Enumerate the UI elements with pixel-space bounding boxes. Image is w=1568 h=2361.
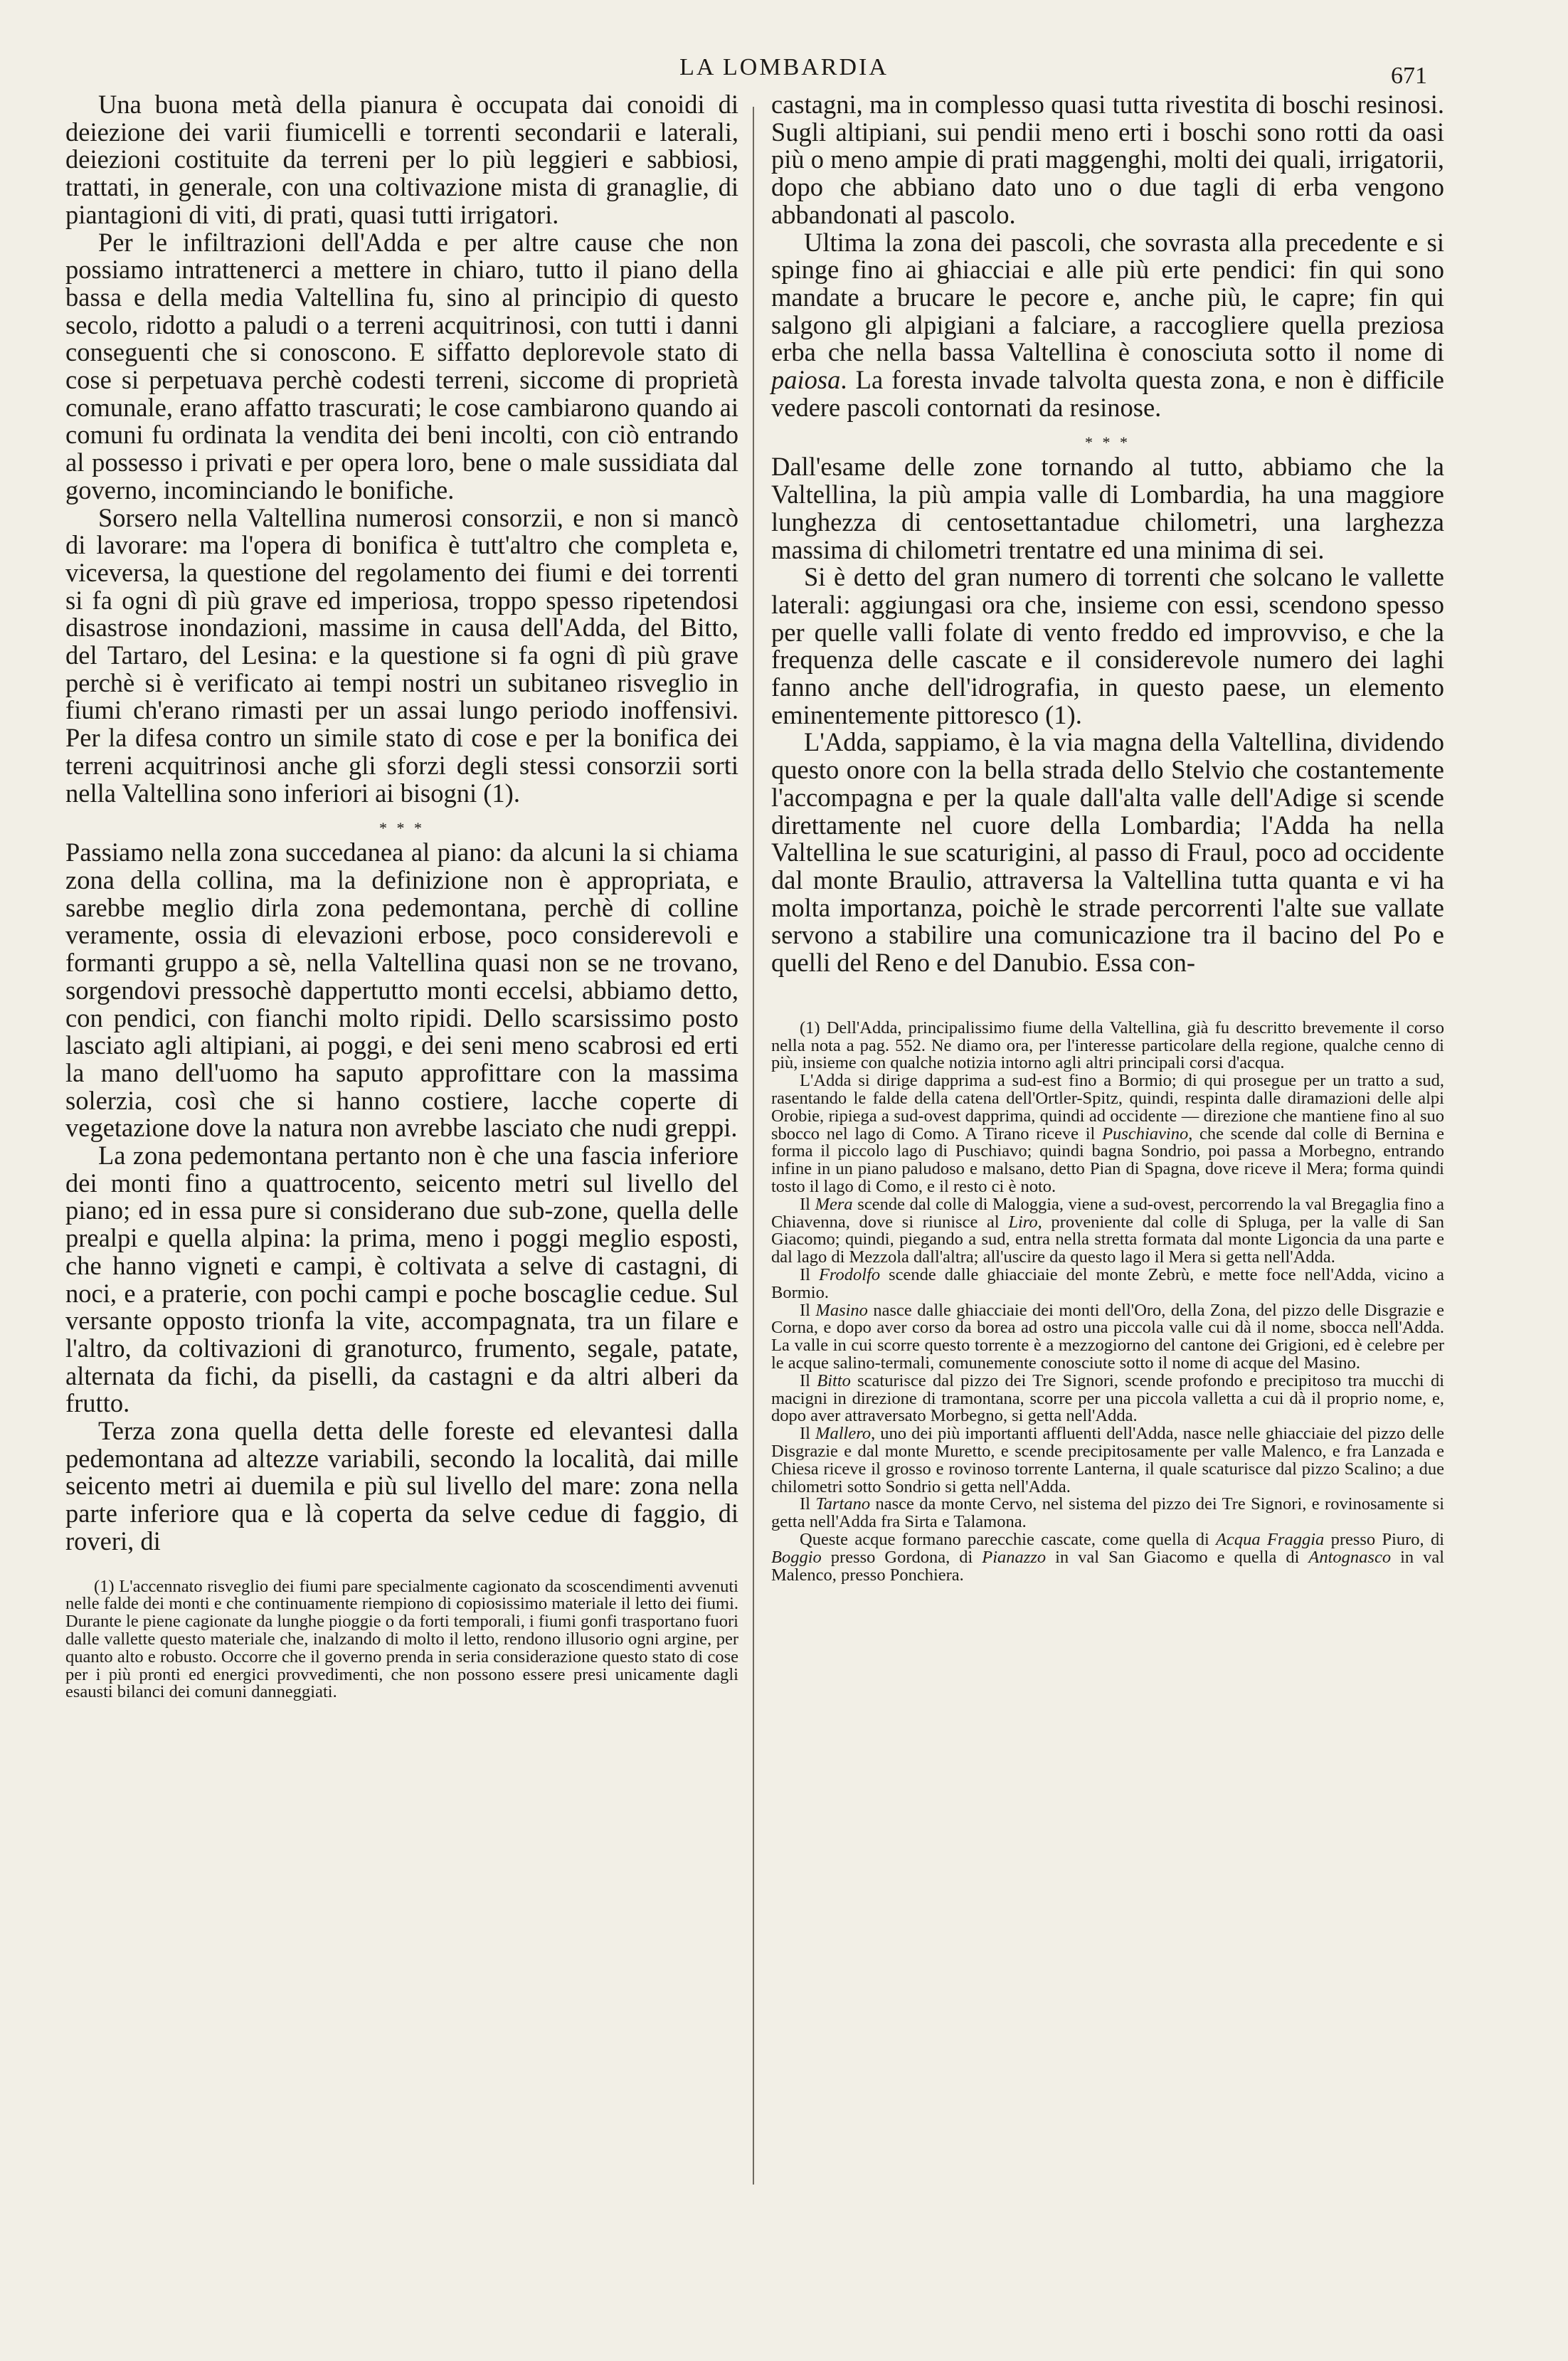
fn-text: scaturisce dal pizzo dei Tre Signori, scende profondo e precipitoso tra mucchi di macigni in direzione di tramontana, scorre per una piccola valletta a cui dà il proprio nome, e, dopo aver attraversato Morbegno, si getta nell'Adda. — [771, 1370, 1444, 1426]
fn-text: presso Piuro, di — [1330, 1529, 1445, 1549]
paragraph-torrenti: Si è detto del gran numero di torrenti che solcano le vallette laterali: aggiungasi ora che, insieme con essi, scendono spesso per quelle valli folate di vento freddo ed improvviso, e che la frequenza delle cascate e il considerevole numero dei laghi fanno anche dell'idrografia, in questo paese, un elemento eminentemente pittoresco (1). — [771, 562, 1444, 729]
fn-text: in val Malenco, presso Ponchiera. — [771, 1547, 1445, 1585]
pascoli-text-end: . La foresta invade talvolta questa zona, e non è difficile vedere pascoli contornati da resinose. — [771, 365, 1444, 422]
river-liro: Liro — [1008, 1212, 1038, 1232]
section-separator: * * * — [1085, 433, 1130, 452]
fn-text: nasce da monte Cervo, nel sistema del pizzo dei Tre Signori, e rovinosamente si getta nell'Adda fra Sirta e Talamona. — [771, 1494, 1445, 1532]
fn-text: , uno dei più importanti affluenti dell'Adda, nasce nelle ghiacciaie del pizzo delle Disgrazie e dal monte Muretto, e scende precipitosamente per valle Malenco, e fra Lanzada e Chiesa riceve il grosso e rovinoso torrente Lanterna, il quale scaturisce dal pizzo Scalino; a due chilometri sotto Sondrio si getta nell'Adda. — [771, 1424, 1444, 1496]
footnote-masino — [771, 1302, 1444, 1373]
fn-text: scende dal colle di Maloggia, viene a sud-ovest, percorrendo la val Bregaglia fino a Chiavenna, dove si riunisce al — [771, 1194, 1445, 1232]
fn-text: Il — [800, 1264, 810, 1284]
paragraph-infiltrazioni: Per le infiltrazioni dell'Adda e per altre cause che non possiamo intrattenerci a mettere in chiaro, tutto il piano della bassa e della media Valtellina fu, sino al principio di questo secolo, ridotto a paludi o a terreni acquitrinosi, con tutti i danni conseguenti che si conoscono. E siffatto deplorevole stato di cose si perpetuava perchè codesti terreni, siccome di proprietà comunale, erano affatto trascurati; le cose cambiarono quando ai comuni fu ordinata la vendita dei beni incolti, con ciò entrando al possesso i privati e per opera loro, bene o male sussidiata dal governo, incominciando le bonifiche. — [65, 227, 738, 505]
fn-text: scende dalle ghiacciaie del monte Zebrù, e mette foce nell'Adda, vicino a Bormio. — [771, 1264, 1445, 1302]
river-tartano: Tartano — [815, 1494, 871, 1514]
river-mallero: Mallero — [815, 1424, 872, 1444]
left-column — [65, 91, 738, 1701]
footnote-mera — [771, 1196, 1444, 1267]
right-footnotes — [771, 1020, 1444, 1585]
fn-text: presso Gordona, di — [830, 1547, 973, 1567]
cascata-antognasco: Antognasco — [1308, 1547, 1392, 1567]
pascoli-text: Ultima la zona dei pascoli, che sovrasta alla precedente e si spinge fino ai ghiacciai e alle più erte pendici: fin qui sono mandate a brucare le pecore e, anche più, le capre; fin qui salgono gli alpigiani a falciare, a raccogliere quella preziosa erba che nella bassa Valtellina è conosciuta sotto il nome di — [771, 227, 1444, 367]
paragraph-esame-zone: Dall'esame delle zone tornando al tutto, abbiamo che la Valtellina, la più ampia valle di Lombardia, ha una maggiore lunghezza di centosettantadue chilometri, una larghezza massima di chilometri trentatre ed una minima di sei. — [771, 452, 1444, 564]
river-puschiavino: Puschiavino — [1102, 1124, 1189, 1143]
fn-text: , che scende dal colle di Bernina e forma il piccolo lago di Puschiavo; quindi bagna Sondrio, poi passa a Morbegno, entrando infine in un piano paludoso e malsano, detto Pian di Spagna, dove riceve il Mera; forma quindi tosto il lago di Como, e il resto ci è noto. — [771, 1124, 1445, 1196]
cascata-pianazzo: Pianazzo — [982, 1547, 1047, 1567]
fn-text: nasce dalle ghiacciaie dei monti dell'Oro, della Zona, del pizzo delle Disgrazie e Corna, e dopo aver corso da borea ad ostro una piccola valle cui dà il nome, sbocca nell'Adda. La valle in cui scorre questo torrente è a mezzogiorno del cantone dei Grigioni, ed è celebre per le acque salino-termali, comunemente conosciute sotto il nome di acque del Masino. — [771, 1300, 1445, 1373]
paragraph-sub-zone: La zona pedemontana pertanto non è che una fascia inferiore dei monti fino a quattrocento, seicento metri sul livello del piano; ed in essa pure si considerano due sub-zone, quella delle prealpi e quella alpina: la prima, meno i poggi meglio esposti, che hanno vigneti e campi, è coltivata a selve di castagni, di noci, e a praterie, con pochi campi e poche boscaglie cedue. Sul versante opposto trionfa la vite, accompagnata, tra un filare e l'altro, da coltivazioni di granoturco, frumento, segale, patate, alternata da fichi, da piselli, da castagni e da altri alberi da frutto. — [65, 1141, 738, 1418]
cascata-acqua-fraggia: Acqua Fraggia — [1216, 1529, 1325, 1549]
river-bitto: Bitto — [817, 1370, 851, 1390]
fn-text: Il — [800, 1194, 810, 1214]
paragraph-foreste: Terza zona quella detta delle foreste ed elevantesi dalla pedemontana ad altezze variabili, secondo la località, dai mille seicento metri ai duemila e più sul livello del mare: zona nella parte inferiore qua e là coperta da selve cedue di faggio, di roveri, di — [65, 1416, 738, 1555]
section-separator: * * * — [379, 819, 425, 838]
footnote-risveglio: (1) L'accennato risveglio dei fiumi pare specialmente cagionato da scoscendimenti avvenuti nelle falde dei monti e che continuamente riempiono di copiosissimo materiale il letto dei fiumi. Durante le piene cagionate da lunghe pioggie o da forti temporali, i fiumi gonfi trasportano fuori dalle vallette questo materiale che, inalzando di molto il letto, rendono illusorio ogni argine, per quanto alto e robusto. Occorre che il governo prenda in seria considerazione questo stato di cose per i più pronti ed energici provvedimenti, che non possono essere presi unicamente dagli esausti bilanci dei comuni danneggiati. — [65, 1576, 738, 1702]
fn-text: Queste acque formano parecchie cascate, come quella di — [800, 1529, 1209, 1549]
footnote-mallero — [771, 1425, 1444, 1496]
page-number: 671 — [1391, 63, 1427, 89]
paragraph-castagni: castagni, ma in complesso quasi tutta rivestita di boschi resinosi. Sugli altipiani, sui pendii meno erti i boschi sono rotti da oasi più o meno ampie di prati maggenghi, molti dei quali, irrigatorii, dopo che abbiano dato uno o due tagli di erba vengono abbandonati al pascolo. — [771, 90, 1444, 229]
fn-text: L'Adda si dirige dapprima a sud-est fino a Bormio; di qui prosegue per un tratto a sud, rasentando le falde della catena dell'Ortler-Spitz, quindi, respinta dalle diramazioni delle alpi Orobie, ripiega a sud-ovest dapprima, quindi ad occidente — direzione che mantiene fino al suo sbocco nel lago di Como. A Tirano riceve il — [771, 1071, 1444, 1143]
footnote-cascate — [771, 1531, 1444, 1584]
column-rule — [753, 107, 754, 2185]
fn-text: Il — [800, 1370, 810, 1390]
paragraph-pianura: Una buona metà della pianura è occupata dai conoidi di deiezione dei varii fiumicelli e torrenti secondarii e laterali, deiezioni costituite da terreni per lo più leggieri e sabbiosi, trattati, in generale, con una coltivazione mista di granaglie, di piantagioni di viti, di prati, quasi tutti irrigatori. — [65, 90, 738, 229]
fn-text: Il — [800, 1300, 810, 1320]
left-footnotes — [65, 1578, 738, 1702]
footnote-adda: (1) Dell'Adda, principalissimo fiume della Valtellina, già fu descritto brevemente il corso nella nota a pag. 552. Ne diamo ora, per l'interesse particolare della regione, qualche cenno di più, insieme con qualche notizia intorno agli altri principali corsi d'acqua. — [771, 1018, 1444, 1073]
paragraph-adda: L'Adda, sappiamo, è la via magna della Valtellina, dividendo questo onore con la bella strada dello Stelvio che costantemente l'accompagna e per la quale dall'alta valle dell'Adige si scende direttamente nel cuore della Lombardia; l'Adda ha nella Valtellina le sue scaturigini, al passo di Fraul, poco ad occidente dal monte Braulio, attraversa la Valtellina tutta quanta e vi ha molta importanza, poichè le strade percorrenti l'alte sue vallate servono a stabilire una comunicazione tra il bacino del Po e quelli del Reno e del Danubio. Essa con- — [771, 727, 1444, 978]
cascata-boggio: Boggio — [771, 1547, 822, 1567]
right-column — [771, 91, 1444, 1584]
river-mera: Mera — [815, 1194, 853, 1214]
footnote-bitto — [771, 1370, 1444, 1426]
paragraph-pascoli — [771, 229, 1444, 422]
term-paiosa: paiosa — [771, 365, 841, 395]
river-frodolfo: Frodolfo — [818, 1264, 881, 1284]
fn-text: Il — [800, 1424, 810, 1444]
fn-text: Il — [800, 1494, 810, 1514]
river-masino: Masino — [815, 1300, 868, 1320]
running-title: LA LOMBARDIA — [679, 54, 889, 80]
paragraph-consorzii: Sorsero nella Valtellina numerosi consorzii, e non si mancò di lavorare: ma l'opera di bonifica è tutt'altro che completa e, viceversa, la questione del regolamento dei fiumi e dei torrenti si fa ogni dì più grave ed imperiosa, troppo spesso ripetendosi disastrose inondazioni, massime in causa dell'Adda, del Bitto, del Tartaro, del Lesina: e la questione si fa ogni dì più grave perchè si è verificato ai tempi nostri un subitaneo risveglio in fiumi ch'erano rimasti per un assai lungo periodo inoffensivi. Per la difesa contro un simile stato di cose e per la bonifica dei terreni acquitrinosi anche gli sforzi degli stessi consorzii sorti nella Valtellina sono inferiori ai bisogni (1). — [65, 502, 738, 808]
footnote-corso-adda — [771, 1072, 1444, 1196]
fn-text: in val San Giacomo e quella di — [1055, 1547, 1300, 1567]
paragraph-zona-pedemontana: Passiamo nella zona succedanea al piano: da alcuni la si chiama zona della collina, ma la definizione non è appropriata, e sarebbe meglio dirla zona pedemontana, perchè di colline veramente, ossia di elevazioni erbose, poco considerevoli e formanti gruppo a sè, nella Valtellina quasi non se ne trovano, sorgendovi pressochè dappertutto monti eccelsi, abbiamo detto, con pendici, con fianchi molto ripidi. Dello scarsissimo posto lasciato agli altipiani, ai poggi, e dei seni meno scabrosi ed erti la mano dell'uomo ha saputo approfittare con la massima solerzia, così che si hanno costiere, lacche coperte di vegetazione dove la natura non avrebbe lasciato che nudi greppi. — [65, 838, 738, 1143]
fn-text: , proveniente dal colle di Spluga, per la valle di San Giacomo; quindi, piegando a sud, entra nella stretta formata dal monte Ligoncia da una parte e dal lago di Mezzola dall'altra; all'uscire da questo lago il Mera si getta nell'Adda. — [771, 1212, 1445, 1267]
footnote-tartano — [771, 1496, 1444, 1531]
footnote-frodolfo — [771, 1264, 1445, 1302]
